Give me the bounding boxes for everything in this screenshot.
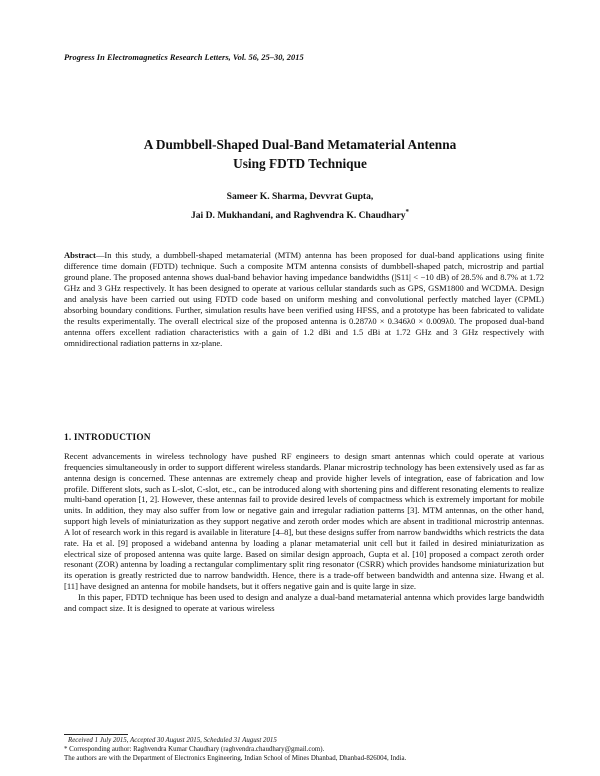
corresponding-author-mark: *	[405, 207, 410, 216]
introduction-paragraph-1: Recent advancements in wireless technology have pushed RF engineers to design smart antennas which could operate at various frequencies simultaneously in order to support different wireless standards. Planar microstrip technology has been extensively used as far as antenna design is concerned. These antennas are extremely cheap and provide higher levels of integration, ease of fabrication and low profile. Different slots, such as L-slot, C-slot, etc., can be introduced along with shortening pins and different resonating elements to realize multi-band operation [1, 2]. However, these antennas fail to provide desired levels of compactness which is extremely important for mobile units. In addition, they may also suffer from low or negative gain and irregular radiation patterns [3]. MTM antennas, on the other hand, support high levels of miniaturization as they support negative and zeroth order modes which are absent in traditional microstrip antennas. A lot of research work in this regard is available in literature [4–8], but these designs suffer from narrow bandwidths which restricts the data rate. Ha et al. [9] proposed a wideband antenna by loading a planar metamaterial unit cell but it failed in desired miniaturization as electrical size of proposed antenna was quite large. Based on similar design approach, Gupta et al. [10] proposed a compact zeroth order resonant (ZOR) antenna by loading a rectangular complimentary split ring resonator (CSRR) which provides handsome miniaturization but its operation is greatly restricted due to narrow bandwidth. Hence, there is a trade-off between bandwidth and antenna size. Hwang et al. [11] have designed an antenna for mobile handsets, but it offers negative gain and is quite large in size.	[64, 451, 544, 592]
footnote-affiliation: The authors are with the Department of Electronics Engineering, Indian School of Mines Dhanbad, Dhanbad-826004, India.	[64, 755, 407, 762]
paper-title	[60, 135, 540, 173]
title-line-1: A Dumbbell-Shaped Dual-Band Metamaterial Antenna	[143, 137, 457, 152]
footnote-divider	[64, 734, 128, 735]
introduction-paragraph-2: In this paper, FDTD technique has been used to design and analyze a dual-band metamaterial antenna which provides large bandwidth and compact size. It is designed to operate at various wireless	[64, 591, 544, 613]
author-list	[60, 190, 540, 223]
section-heading-introduction: 1. INTRODUCTION	[64, 433, 151, 443]
authors-line-2-text: Jai D. Mukhandani, and Raghvendra K. Chaudhary	[190, 209, 406, 221]
introduction-body	[64, 451, 544, 614]
abstract	[64, 250, 544, 349]
footnotes	[64, 736, 544, 763]
footnote-received: Received 1 July 2015, Accepted 30 August 2015, Scheduled 31 August 2015	[68, 737, 277, 744]
authors-line-1: Sameer K. Sharma, Devvrat Gupta,	[226, 191, 374, 202]
authors-line-2	[60, 205, 540, 224]
footnote-corresponding-author: * Corresponding author: Raghvendra Kumar Chaudhary (raghvendra.chaudhary@gmail.com).	[64, 746, 325, 753]
title-line-2: Using FDTD Technique	[233, 156, 367, 171]
abstract-label: Abstract	[64, 250, 96, 260]
abstract-paragraph	[64, 250, 544, 349]
journal-header: Progress In Electromagnetics Research Letters, Vol. 56, 25–30, 2015	[64, 53, 304, 62]
abstract-text: —In this study, a dumbbell-shaped metamaterial (MTM) antenna has been proposed for dual-band applications using finite difference time domain (FDTD) technique. Such a composite MTM antenna consists of dumbbell-shaped patch, microstrip and partial ground plane. The proposed antenna shows dual-band behavior having impedance bandwidths (|S11| < −10 dB) of 28.5% and 8.7% at 1.72 GHz and 3 GHz respectively. It has been designed to operate at various cellular standards such as GPS, GSM1800 and WCDMA. Design and analysis have been carried out using FDTD code based on uniform meshing and convolutional perfectly matched layer (CPML) absorbing boundary conditions. Further, simulation results have been verified using HFSS, and a prototype has been fabricated to validate the results experimentally. The overall electrical size of the proposed antenna is 0.287λ0 × 0.346λ0 × 0.009λ0. The proposed dual-band antenna offers excellent radiation characteristics with a gain of 1.2 dBi and 1.5 dBi at 1.72 GHz and 3 GHz respectively with omnidirectional radiation patterns in xz-plane.	[64, 250, 544, 348]
